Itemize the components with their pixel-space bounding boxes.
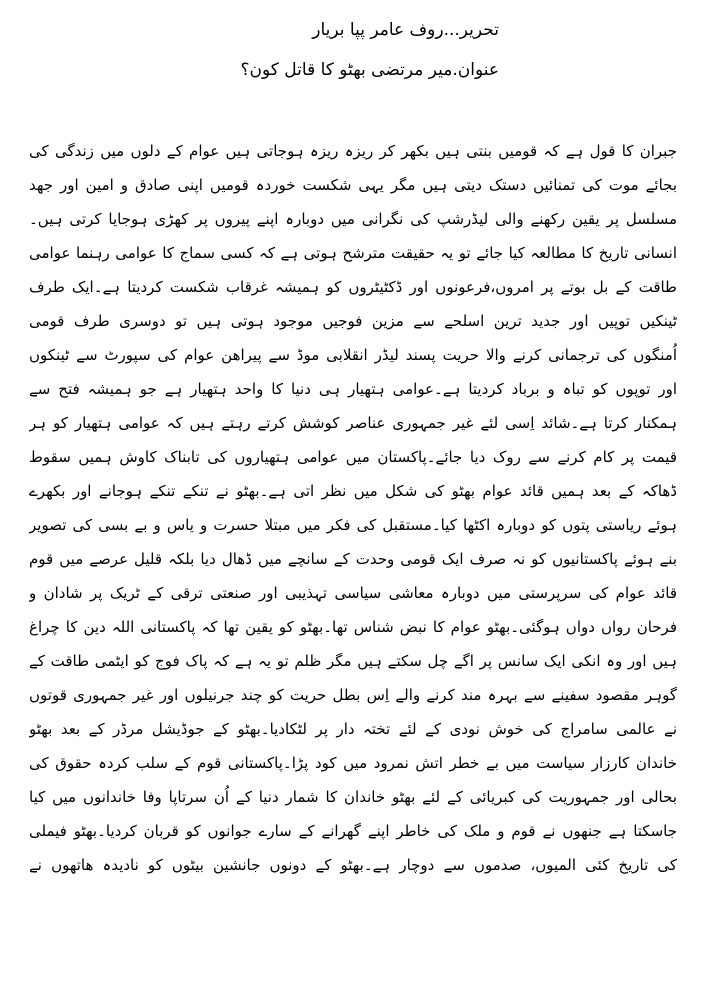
article-title: عنوان.میر مرتضی بھٹو کا قاتل کون؟ <box>240 60 499 80</box>
body-line-13: بنے ہوئے پاکستانیوں کو نہ صرف ایک قومی وحدت کے سانچے میں ڈھال دیا بلکہ قلیل عرصے میں قوم <box>29 550 677 568</box>
body-line-10: قیمت پر کام کرنے سے روک دیا جائے۔پاکستان میں عوامی ہتھیاروں کی تابناک کاوش ہمیں سقوط <box>29 448 677 466</box>
body-line-18: نے عالمی سامراج کی خوش نودی کے لئے تختہ دار پر لٹکادیا۔بھٹو کے جوڈیشل مرڈر کے بعد بھٹو <box>29 720 677 738</box>
body-line-4: انسانی تاریخ کا مطالعہ کیا جائے تو یہ حقیقت مترشح ہوتی ہے کہ کسی سماج کا عوامی رہنما عوامی <box>29 244 677 262</box>
body-line-9: ہمکنار کرتا ہے۔شائد اِسی لئے غیر جمہوری عناصر کوشش کرتے رہتے ہیں کہ عوامی ہتھیار کو ہر <box>29 414 677 432</box>
body-line-15: فرحان رواں دواں ہوگئی۔بھٹو عوام کا نبض شناس تھا۔بھٹو کو یقین تھا کہ پاکستانی اللہ دین کا چراغ <box>29 618 677 636</box>
body-line-1: جبران کا قول ہے کہ قومیں بنتی ہیں بکھر کر ریزہ ریزہ ہوجاتی ہیں عوام کے دلوں میں زندگی کی <box>29 142 677 160</box>
body-line-2: بجائے موت کی تمنائیں دستک دیتی ہیں مگر یہی شکست خوردہ قومیں اپنی صادق و امین اور جھد <box>29 176 677 194</box>
body-line-6: ٹینکیں توپیں اور جدید ترین اسلحے سے مزین فوجیں موجود ہوتی ہیں تو دوسری طرف قومی <box>29 312 677 330</box>
body-line-22: کی تاریخ کئی المیوں، صدموں سے دوچار ہے۔بھٹو کے دونوں جانشین بیٹوں کو نادیدہ ھاتھوں نے <box>29 856 677 874</box>
article-body <box>29 134 677 882</box>
body-line-16: ہیں اور وہ انکی ایک سانس پر اگے چل سکتے ہیں مگر ظلم تو یہ ہے کہ پاک فوج کو ایٹمی طاقت کے <box>29 652 677 670</box>
body-line-20: بحالی اور جمہوریت کی کبریائی کے لئے بھٹو خاندان کا شمار دنیا کے اُن سرتاپا وفا خاندانوں میں کیا <box>29 788 677 806</box>
body-line-3: مسلسل پر یقین رکھنے والی لیڈرشپ کی نگرانی میں دوبارہ اپنے پیروں پر کھڑی ہوجایا کرتی ہیں۔ <box>29 210 677 228</box>
body-line-7: اُمنگوں کی ترجمانی کرنے والا حریت پسند لیڈر انقلابی موڈ سے پیراھن عوام کی سپورٹ سے ٹینکوں <box>29 346 677 364</box>
body-line-8: اور توپوں کو تباہ و برباد کردیتا ہے۔عوامی ہتھیار ہی دنیا کا واحد ہتھیار ہے جو ہمیشہ فتح سے <box>29 380 677 398</box>
body-line-14: قائد عوام کی سرپرستی میں دوبارہ معاشی سیاسی تہذیبی اور صنعتی ترقی کے ٹریک پر شادان و <box>29 584 677 602</box>
body-line-21: جاسکتا ہے جنھوں نے قوم و ملک کی خاطر اپنے گھرانے کے سارے جوانوں کو قربان کردیا۔بھٹو فیملی <box>29 822 677 840</box>
author-byline: تحریر...روف عامر پپا بریار <box>312 20 499 40</box>
body-line-17: گوہر مقصود سفینے سے بہرہ مند کرنے والے اِس بطل حریت کو چند جرنیلوں اور غیر جمہوری قوتوں <box>29 686 677 704</box>
body-line-12: ہوئے ریاستی پتوں کو دوبارہ اکٹھا کیا۔مستقبل کی فکر میں مبتلا حسرت و یاس و بے بسی کی تصویر <box>29 516 677 534</box>
body-line-5: طاقت کے بل بوتے پر امروں،فرعونوں اور ڈکٹیٹروں کو ہمیشہ غرقاب شکست کردیتا ہے۔ایک طرف <box>29 278 677 296</box>
body-line-19: خاندان کارزار سیاست میں بے خطر اتش نمرود میں کود پڑا۔پاکستانی قوم کے سلب کردہ حقوق کی <box>29 754 677 772</box>
body-line-11: ڈھاکہ کے بعد ہمیں قائد عوام بھٹو کی شکل میں نظر اتی ہے۔بھٹو نے تنکے تنکے ہوجانے اور بکھرے <box>29 482 677 500</box>
